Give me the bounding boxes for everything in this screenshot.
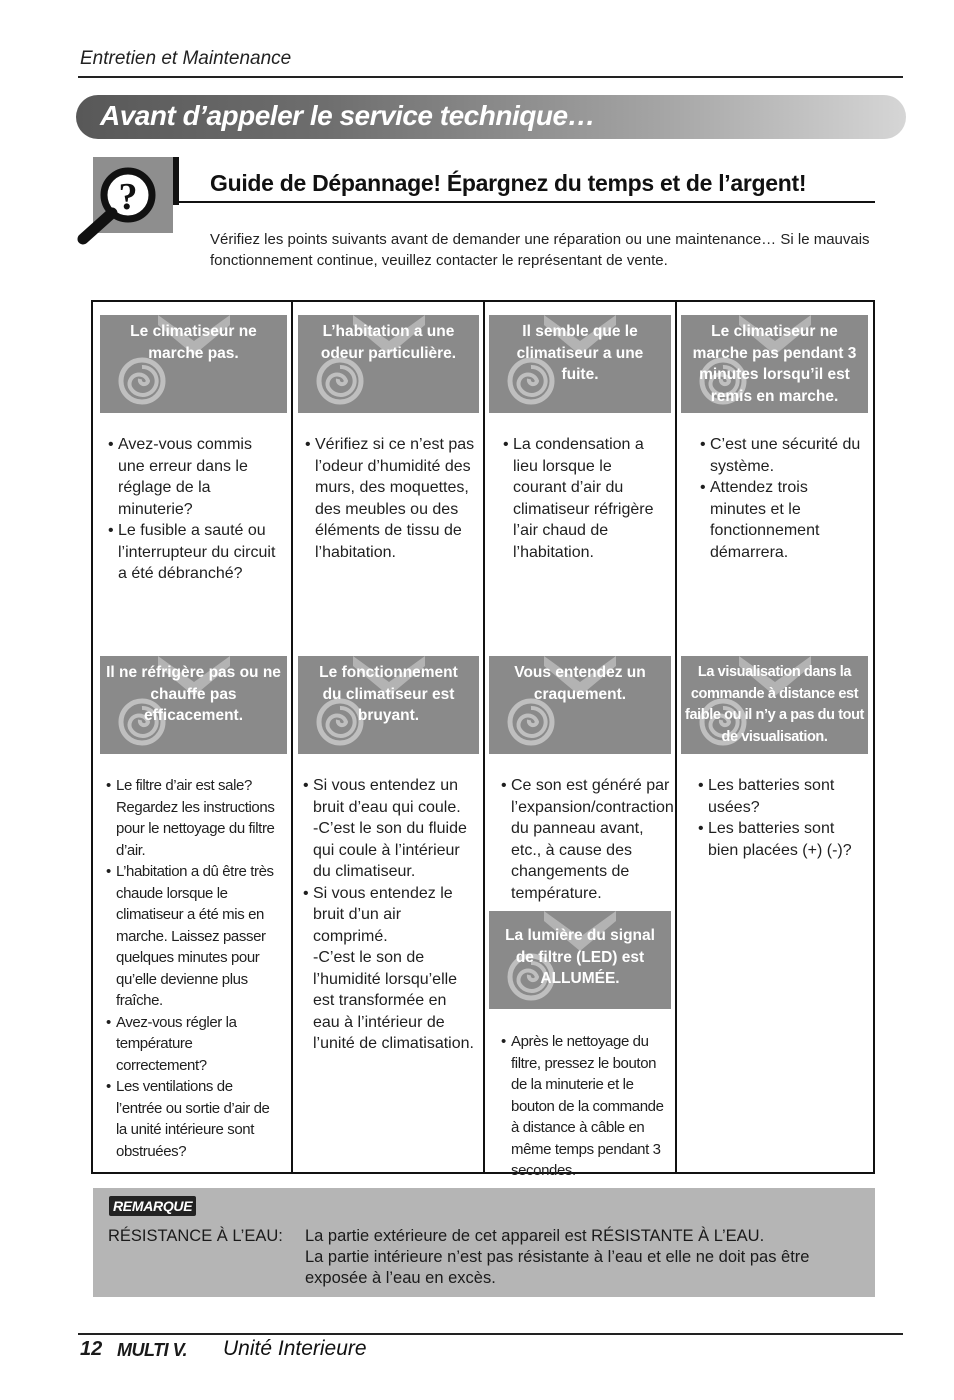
solution-list — [698, 775, 868, 861]
list-item: • L’habitation a dû être très chaude lorsque le climatiseur a été mis en marche. Laissez passer quelques minutes pour qu’elle devienne plus fraîche. — [106, 863, 274, 1009]
solution-list — [303, 775, 475, 1055]
issue-title: Il ne réfrigère pas ou ne chauffe pas efficacement. — [106, 664, 281, 724]
issue-header — [100, 315, 287, 413]
list-item: • Le filtre d’air est sale? Regardez les instructions pour le nettoyage du filtre d’air. — [106, 777, 275, 859]
solution-list — [503, 434, 668, 563]
swirl-deco-icon — [507, 698, 555, 746]
svg-text:?: ? — [118, 176, 138, 218]
issue-header — [100, 656, 287, 754]
solution-list — [108, 434, 280, 585]
solution-list — [501, 775, 674, 904]
issue-title: La lumière du signal de filtre (LED) est ALLUMÉE. — [505, 927, 655, 987]
list-item: • Après le nettoyage du filtre, pressez le bouton de la minuterie et le bouton de la commande à distance à câble en même temps pendant 3 secondes. — [501, 1033, 664, 1179]
list-item: • Ce son est généré par l’expansion/contraction du panneau avant, etc., à cause des changements de température. — [501, 777, 674, 902]
solution-list — [700, 434, 868, 563]
issue-title: La visualisation dans la commande à distance est faible ou il n’y a pas du tout de visualisation. — [685, 664, 864, 745]
brand-logo: MULTI V. — [117, 1340, 188, 1360]
section-label: Entretien et Maintenance — [80, 48, 292, 69]
issue-header — [489, 911, 671, 1009]
list-item: • Les batteries sont bien placées (+) (-)? — [698, 820, 852, 859]
list-item: • Avez-vous régler la température correctement? — [106, 1013, 237, 1074]
issue-title: Le climatiseur ne marche pas. — [130, 323, 257, 362]
remarque-label: RÉSISTANCE À L’EAU: — [108, 1227, 283, 1245]
issue-header — [489, 315, 671, 413]
list-subitem: -C’est le son du fluide qui coule à l’intérieur du climatiseur. — [313, 820, 467, 880]
issue-title: Il semble que le climatiseur a une fuite. — [516, 323, 644, 383]
remarque-badge: REMARQUE — [109, 1196, 196, 1216]
list-item: • Si vous entendez un bruit d’eau qui coule. — [303, 777, 461, 816]
page-title: Avant d’appeler le service technique… — [100, 100, 596, 131]
issue-title: Vous entendez un craquement. — [514, 664, 646, 703]
swirl-deco-icon — [316, 357, 364, 405]
issue-header — [681, 656, 868, 754]
swirl-deco-icon — [118, 357, 166, 405]
column-divider — [291, 300, 293, 1174]
list-item: • Les ventilations de l’entrée ou sortie d’air de la unité intérieure sont obstruées? — [106, 1078, 270, 1160]
solution-list — [305, 434, 475, 563]
issue-title: L’habitation a une odeur particulière. — [320, 323, 457, 362]
guide-intro: Vérifiez les points suivants avant de demander une réparation ou une maintenance… Si le mauvais fonctionnement continue, veuillez contacter le représentant de vente. — [210, 231, 870, 269]
page-number: 12 — [80, 1338, 103, 1360]
bottom-rule — [78, 1333, 903, 1335]
list-item: • Attendez trois minutes et le fonctionnement démarrera. — [700, 479, 820, 561]
list-subitem: -C’est le son de l’humidité lorsqu’elle est transformée en eau à l’intérieur de l’unité de climatisation. — [313, 949, 474, 1052]
guide-rule — [179, 201, 875, 203]
list-item: • Avez-vous commis une erreur dans le réglage de la minuterie? — [108, 436, 252, 518]
issue-header — [489, 656, 671, 754]
footer-title: Unité Interieure — [223, 1337, 367, 1360]
guide-bar — [173, 157, 179, 205]
issue-header — [681, 315, 868, 413]
column-divider — [483, 300, 485, 1174]
issue-header — [298, 656, 479, 754]
solution-list — [106, 775, 282, 1162]
guide-title: Guide de Dépannage! Épargnez du temps et de l’argent! — [210, 170, 807, 196]
solution-list — [501, 1031, 673, 1182]
list-item: • La condensation a lieu lorsque le courant d’air du climatiseur réfrigère l’air chaud de l’habitation. — [503, 436, 654, 561]
list-item: • Les batteries sont usées? — [698, 777, 835, 816]
list-item: • C’est une sécurité du système. — [700, 436, 861, 475]
issue-title: Le fonctionnement du climatiseur est bruyant. — [319, 664, 458, 724]
column-divider — [675, 300, 677, 1174]
issue-header — [298, 315, 479, 413]
list-item: • Si vous entendez le bruit d’un air comprimé. — [303, 884, 453, 945]
top-rule — [78, 76, 903, 78]
remarque-line: La partie extérieure de cet appareil est RÉSISTANTE À L’EAU. — [305, 1227, 765, 1245]
remarque-line: La partie intérieure n’est pas résistante à l’eau et elle ne doit pas être exposée à l’eau en excès. — [305, 1248, 810, 1287]
list-item: • Vérifiez si ce n’est pas l’odeur d’humidité des murs, des moquettes, des meubles ou des éléments de tissu de l’habitation. — [305, 436, 475, 561]
list-item: • Le fusible a sauté ou l’interrupteur du circuit a été débranché? — [108, 522, 276, 582]
issue-title: Le climatiseur ne marche pas pendant 3 minutes lorsqu’il est remis en marche. — [692, 323, 857, 405]
magnifier-question-icon — [93, 157, 173, 233]
